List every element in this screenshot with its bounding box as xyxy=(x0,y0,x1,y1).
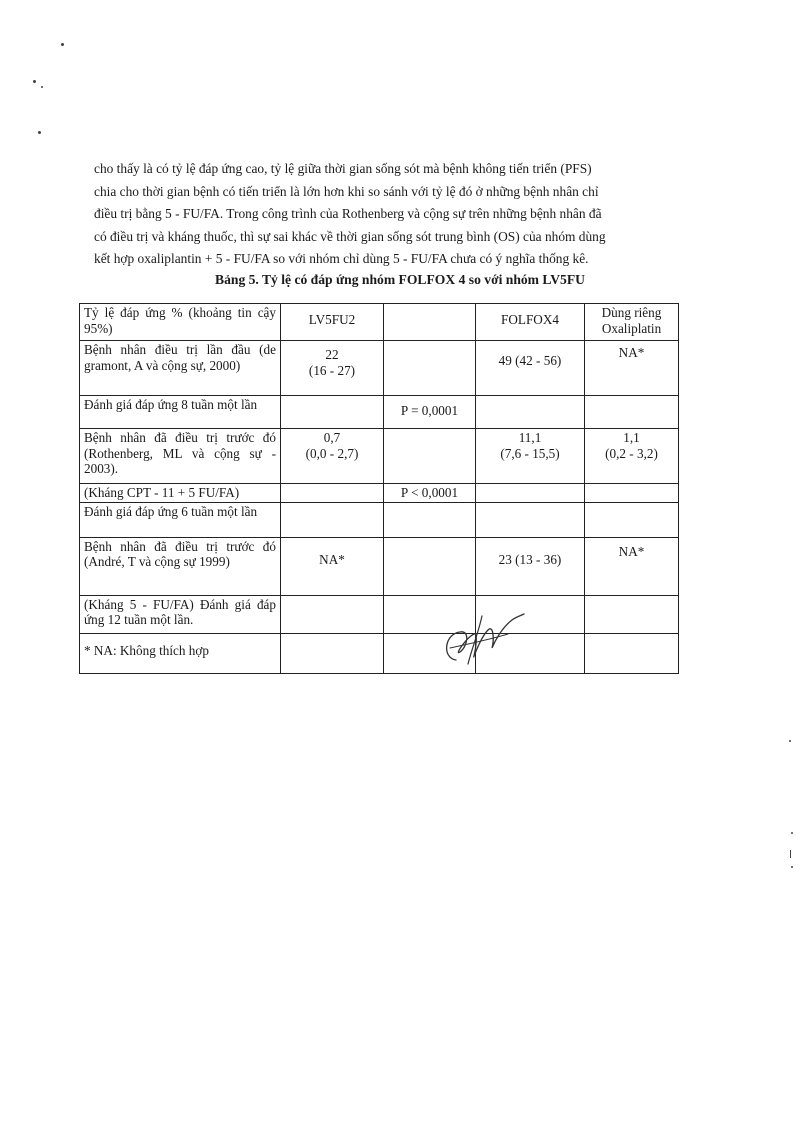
cell-oxaliplatin xyxy=(585,633,679,673)
cell-oxaliplatin: NA* xyxy=(585,341,679,396)
row-label: (Kháng 5 - FU/FA) Đánh giá đáp ứng 12 tuần một lần. xyxy=(80,595,281,633)
paragraph-line: chia cho thời gian bệnh có tiến triển là lớn hơn khi so sánh với tỷ lệ đó ở những bệnh nhân chỉ xyxy=(94,183,599,199)
paragraph-line: kết hợp oxaliplantin + 5 - FU/FA so với nhóm chỉ dùng 5 - FU/FA chưa có ý nghĩa thống kê. xyxy=(94,251,589,267)
paragraph-line: có điều trị và kháng thuốc, thì sự sai khác về thời gian sống sót trung bình (OS) của nhóm dùng xyxy=(94,228,606,244)
cell-p xyxy=(384,537,476,595)
cell-p xyxy=(384,502,476,537)
paragraph-line: điều trị bằng 5 - FU/FA. Trong công trình của Rothenberg và cộng sự trên những bệnh nhân đã xyxy=(94,206,602,222)
scan-speck xyxy=(791,832,793,834)
cell-p: P = 0,0001 xyxy=(384,396,476,429)
header-cell-oxaliplatin: Dùng riêng Oxaliplatin xyxy=(585,304,679,341)
cell-lv5fu2 xyxy=(281,484,384,503)
value-ci: (0,0 - 2,7) xyxy=(305,445,359,461)
cell-folfox4 xyxy=(476,429,585,484)
table-row xyxy=(80,595,679,633)
handwritten-signature xyxy=(438,608,528,670)
scan-speck xyxy=(38,131,41,134)
cell-oxaliplatin xyxy=(585,484,679,503)
cell-lv5fu2 xyxy=(281,595,384,633)
row-label: Đánh giá đáp ứng 6 tuần một lần xyxy=(80,502,281,537)
value-main: 22 xyxy=(325,347,339,362)
table-row xyxy=(80,429,679,484)
value-ci: (7,6 - 15,5) xyxy=(500,445,560,461)
scan-speck xyxy=(61,43,64,46)
cell-folfox4: 49 (42 - 56) xyxy=(476,341,585,396)
body-paragraph xyxy=(94,158,706,271)
value-main: 0,7 xyxy=(323,430,341,445)
cell-lv5fu2 xyxy=(281,341,384,396)
cell-lv5fu2 xyxy=(281,633,384,673)
footnote-cell: * NA: Không thích hợp xyxy=(80,633,281,673)
table-row xyxy=(80,484,679,503)
scan-speck xyxy=(33,80,36,83)
cell-oxaliplatin xyxy=(585,595,679,633)
value-main: 11,1 xyxy=(518,430,542,445)
cell-lv5fu2 xyxy=(281,396,384,429)
cell-oxaliplatin xyxy=(585,396,679,429)
row-label: Bệnh nhân điều trị lần đầu (de gramont, A và cộng sự, 2000) xyxy=(80,341,281,396)
cell-folfox4 xyxy=(476,484,585,503)
table-caption: Bảng 5. Tỷ lệ có đáp ứng nhóm FOLFOX 4 so với nhóm LV5FU xyxy=(215,272,585,287)
header-cell-blank xyxy=(384,304,476,341)
scan-speck xyxy=(790,850,791,858)
value-ci: (16 - 27) xyxy=(308,362,356,378)
table-row xyxy=(80,537,679,595)
cell-oxaliplatin xyxy=(585,502,679,537)
row-label: Bệnh nhân đã điều trị trước đó (Rothenberg, ML và cộng sự - 2003). xyxy=(80,429,281,484)
table-row xyxy=(80,502,679,537)
header-cell-folfox4: FOLFOX4 xyxy=(476,304,585,341)
header-cell-label: Tỷ lệ đáp ứng % (khoảng tin cậy 95%) xyxy=(80,304,281,341)
paragraph-line: cho thấy là có tỷ lệ đáp ứng cao, tỷ lệ giữa thời gian sống sót mà bệnh không tiến triển (PFS) xyxy=(94,161,592,176)
scan-speck xyxy=(789,740,791,742)
cell-oxaliplatin xyxy=(585,429,679,484)
cell-lv5fu2 xyxy=(281,502,384,537)
scan-speck xyxy=(791,866,793,868)
scan-speck xyxy=(41,86,43,88)
cell-oxaliplatin: NA* xyxy=(585,537,679,595)
value-main: 1,1 xyxy=(623,430,640,445)
table-row xyxy=(80,341,679,396)
value-ci: (0,2 - 3,2) xyxy=(605,445,658,461)
row-label: (Kháng CPT - 11 + 5 FU/FA) xyxy=(80,484,281,503)
cell-folfox4 xyxy=(476,396,585,429)
cell-p: P < 0,0001 xyxy=(384,484,476,503)
cell-lv5fu2 xyxy=(281,429,384,484)
table-row xyxy=(80,396,679,429)
cell-folfox4: 23 (13 - 36) xyxy=(476,537,585,595)
cell-p xyxy=(384,429,476,484)
header-cell-lv5fu2: LV5FU2 xyxy=(281,304,384,341)
cell-p xyxy=(384,341,476,396)
table-header-row xyxy=(80,304,679,341)
response-rate-table xyxy=(79,303,679,674)
cell-lv5fu2: NA* xyxy=(281,537,384,595)
row-label: Đánh giá đáp ứng 8 tuần một lần xyxy=(80,396,281,429)
row-label: Bệnh nhân đã điều trị trước đó (André, T và cộng sự 1999) xyxy=(80,537,281,595)
cell-folfox4 xyxy=(476,502,585,537)
table-footnote-row xyxy=(80,633,679,673)
